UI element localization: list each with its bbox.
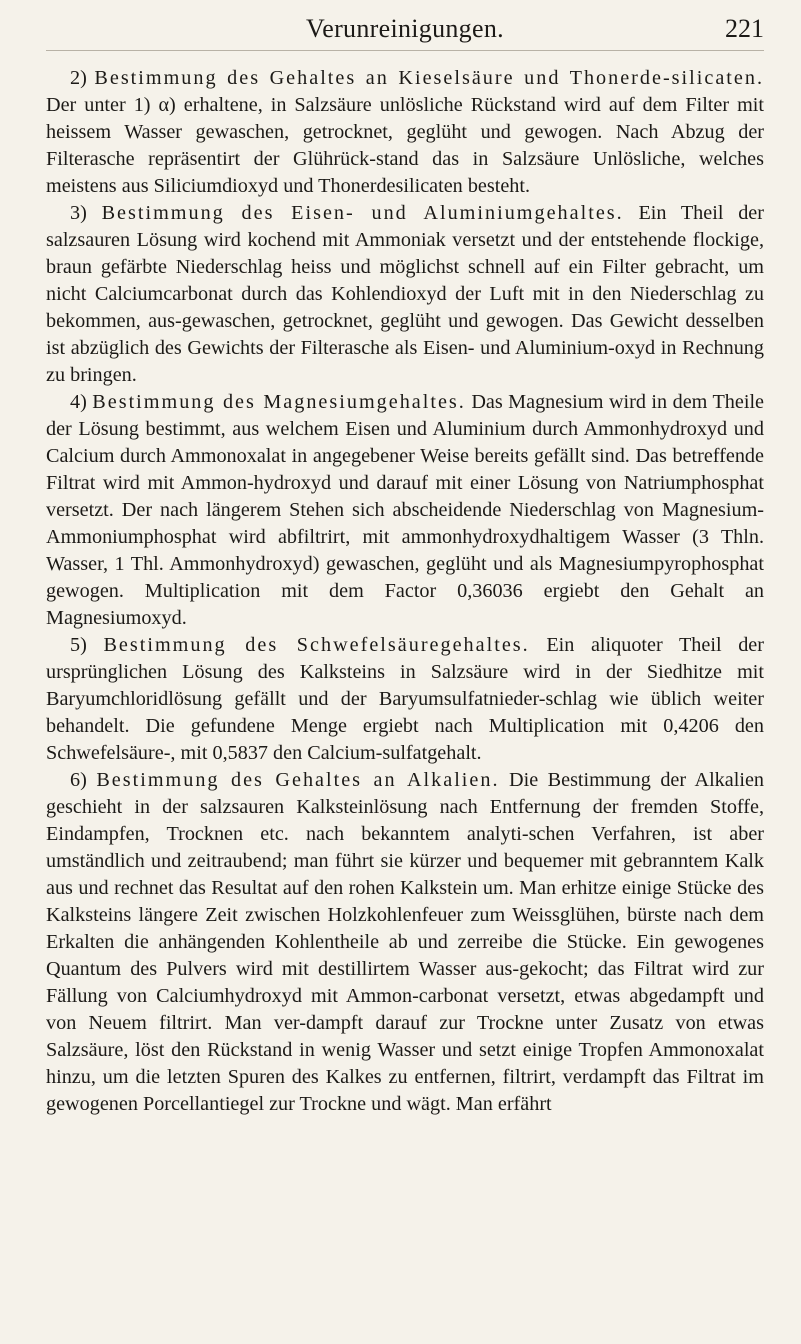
section-body: Ein aliquoter Theil der ursprünglichen Lösung des Kalksteins in Salzsäure wird in der Siedhitze mit Baryumchloridlösung gefällt und der Baryumsulfatnieder-schlag wie üblich weiter behandelt. Die gefundene Menge ergiebt nach Multiplication mit 0,4206 den Schwefelsäure-, mit 0,5837 den Calcium-sulfatgehalt.: [46, 634, 764, 764]
section-magnesium: [46, 389, 764, 632]
section-eisen-aluminium: [46, 200, 764, 389]
section-kieselsaeure: [46, 65, 764, 200]
section-alkalien: [46, 767, 764, 1118]
section-body: Die Bestimmung der Alkalien geschieht in der salzsauren Kalksteinlösung nach Entfernung der fremden Stoffe, Eindampfen, Trocknen etc. nach bekanntem analyti-schen Verfahren, ist aber umständlich und zeitraubend; man führt sie kürzer und bequemer mit gebranntem Kalk aus und rechnet das Resultat auf den rohen Kalkstein um. Man erhitze einige Stücke des Kalksteins längere Zeit zwischen Holzkohlenfeuer zum Weissglühen, bürste nach dem Erkalten die anhängenden Kohlentheile ab und zerreibe die Stücke. Ein gewogenes Quantum des Pulvers wird mit destillirtem Wasser aus-gekocht; das Filtrat wird zur Fällung von Calciumhydroxyd mit Ammon-carbonat versetzt, etwas abgedampft und von Neuem filtrirt. Man ver-dampft darauf zur Trockne unter Zusatz von etwas Salzsäure, löst den Rückstand in wenig Wasser und setzt einige Tropfen Ammonoxalat hinzu, um die letzten Spuren des Kalkes zu entfernen, filtrirt, verdampft das Filtrat im gewogenen Porcellantiegel zur Trockne und wägt. Man erfährt: [46, 769, 764, 1115]
section-number: 5): [70, 634, 87, 656]
running-header: [46, 10, 764, 51]
section-schwefelsaeure: [46, 632, 764, 767]
section-heading: Bestimmung des Gehaltes an Kieselsäure und Thonerde-silicaten.: [94, 67, 764, 89]
page-number: 221: [725, 14, 764, 43]
section-number: 2): [70, 67, 87, 89]
section-heading: Bestimmung des Eisen- und Aluminiumgehaltes.: [101, 202, 624, 224]
section-heading: Bestimmung des Schwefelsäuregehaltes.: [103, 634, 530, 656]
section-number: 4): [70, 391, 87, 413]
section-number: 6): [70, 769, 87, 791]
running-title: Verunreinigungen.: [306, 14, 504, 43]
section-heading: Bestimmung des Magnesiumgehaltes.: [92, 391, 466, 413]
section-body: Der unter 1) α) erhaltene, in Salzsäure unlösliche Rückstand wird auf dem Filter mit heissem Wasser gewaschen, getrocknet, geglüht und gewogen. Nach Abzug der Filterasche repräsentirt der Glührück-stand das in Salzsäure Unlösliche, welches meistens aus Siliciumdioxyd und Thonerdesilicaten besteht.: [46, 94, 764, 197]
section-number: 3): [70, 202, 87, 224]
section-heading: Bestimmung des Gehaltes an Alkalien.: [96, 769, 500, 791]
book-page: [46, 10, 764, 1118]
section-body: Das Magnesium wird in dem Theile der Lösung bestimmt, aus welchem Eisen und Aluminium durch Ammonhydroxyd und Calcium durch Ammonoxalat in angegebener Weise bereits gefällt sind. Das betreffende Filtrat wird mit Ammon-hydroxyd und darauf mit einer Lösung von Natriumphosphat versetzt. Der nach längerem Stehen sich abscheidende Niederschlag von Magnesium-Ammoniumphosphat wird abfiltrirt, mit ammonhydroxydhaltigem Wasser (3 Thln. Wasser, 1 Thl. Ammonhydroxyd) gewaschen, geglüht und als Magnesiumpyrophosphat gewogen. Multiplication mit dem Factor 0,36036 ergiebt den Gehalt an Magnesiumoxyd.: [46, 391, 765, 629]
section-body: Ein Theil der salzsauren Lösung wird kochend mit Ammoniak versetzt und der entstehende flockige, braun gefärbte Niederschlag heiss und möglichst schnell auf ein Filter gebracht, um nicht Calciumcarbonat durch das Kohlendioxyd der Luft mit in den Niederschlag zu bekommen, aus-gewaschen, getrocknet, geglüht und gewogen. Das Gewicht desselben ist abzüglich des Gewichts der Filterasche als Eisen- und Aluminium-oxyd in Rechnung zu bringen.: [46, 202, 764, 386]
